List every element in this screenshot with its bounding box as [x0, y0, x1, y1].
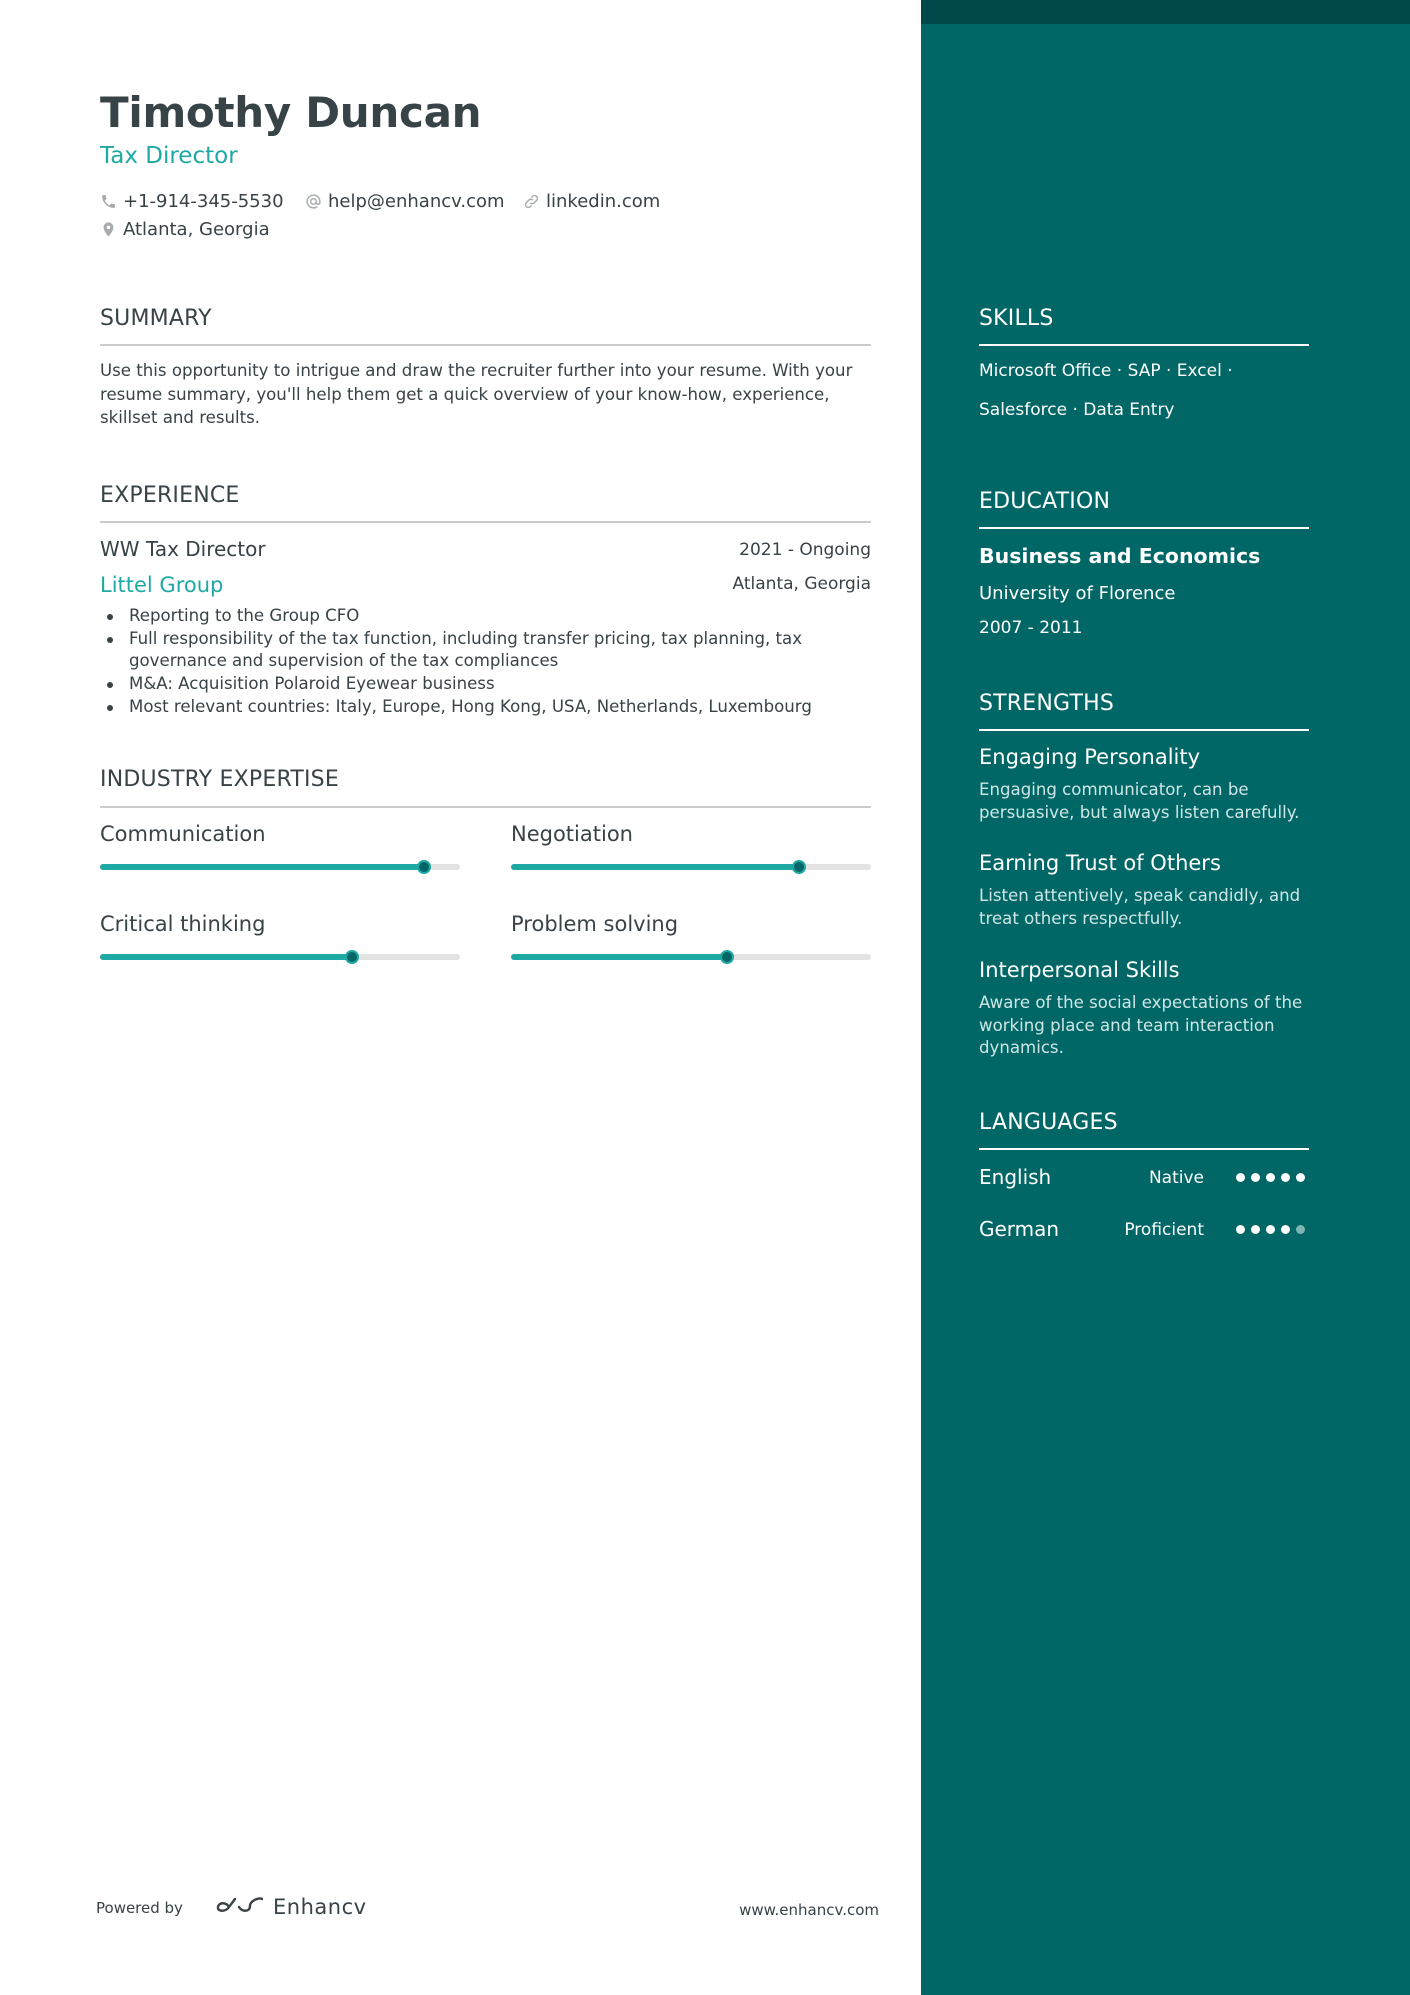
- expertise-bar: [511, 954, 871, 960]
- expertise-label: Communication: [100, 822, 266, 846]
- strength-title: Earning Trust of Others: [979, 851, 1221, 875]
- expertise-bar: [511, 864, 871, 870]
- expertise-bar-knob: [720, 950, 734, 964]
- footer-brand-logo[interactable]: [215, 1895, 367, 1919]
- job-dates: 2021 - Ongoing: [739, 540, 871, 560]
- job-title: WW Tax Director: [100, 537, 266, 561]
- education-heading: EDUCATION: [979, 489, 1111, 514]
- language-level: Proficient: [1124, 1220, 1204, 1240]
- strength-title: Interpersonal Skills: [979, 958, 1180, 982]
- language-dot: [1296, 1173, 1305, 1182]
- link-text: linkedin.com: [546, 191, 661, 212]
- language-dot: [1281, 1225, 1290, 1234]
- expertise-bar-knob: [417, 860, 431, 874]
- expertise-bar: [100, 864, 460, 870]
- expertise-heading: INDUSTRY EXPERTISE: [100, 767, 339, 792]
- sidebar-top-strip: [921, 0, 1410, 24]
- strengths-divider: [979, 729, 1309, 731]
- language-dot: [1281, 1173, 1290, 1182]
- contact-email[interactable]: [305, 191, 505, 212]
- expertise-bar: [100, 954, 460, 960]
- education-years: 2007 - 2011: [979, 618, 1083, 638]
- skills-heading: SKILLS: [979, 306, 1054, 331]
- contact-location: [100, 219, 270, 240]
- language-dot: [1236, 1173, 1245, 1182]
- skills-divider: [979, 344, 1309, 346]
- language-dot: [1236, 1225, 1245, 1234]
- language-dots: [1236, 1173, 1305, 1182]
- email-text: help@enhancv.com: [328, 191, 505, 212]
- summary-text: Use this opportunity to intrigue and draw the recruiter further into your resume. With your resume summary, you'll help them get a quick overview of your know-how, experience, skillset and results.: [100, 361, 853, 427]
- education-degree: Business and Economics: [979, 544, 1261, 568]
- strength-desc: Listen attentively, speak candidly, and treat others respectfully.: [979, 886, 1301, 928]
- enhancv-infinity-icon: [215, 1895, 263, 1919]
- summary-divider: [100, 344, 871, 346]
- strength-title: Engaging Personality: [979, 745, 1201, 769]
- strength-desc: Engaging communicator, can be persuasive, but always listen carefully.: [979, 780, 1300, 822]
- phone-text: +1-914-345-5530: [123, 191, 284, 212]
- footer-powered-by: Powered by: [96, 1899, 183, 1917]
- language-dot: [1266, 1225, 1275, 1234]
- language-level: Native: [1148, 1168, 1204, 1188]
- footer-brand-name: Enhancv: [273, 1895, 367, 1919]
- language-dots: [1236, 1225, 1305, 1234]
- language-dot: [1251, 1225, 1260, 1234]
- expertise-bar-fill: [100, 954, 352, 960]
- summary-heading: SUMMARY: [100, 306, 212, 331]
- language-name: German: [979, 1217, 1060, 1241]
- language-dot: [1266, 1173, 1275, 1182]
- experience-heading: EXPERIENCE: [100, 483, 240, 508]
- candidate-title: Tax Director: [100, 143, 238, 169]
- location-pin-icon: [100, 221, 117, 238]
- expertise-bar-fill: [511, 864, 799, 870]
- education-school: University of Florence: [979, 583, 1176, 604]
- phone-icon: [100, 193, 117, 210]
- contact-phone[interactable]: [100, 191, 284, 212]
- job-bullet: Full responsibility of the tax function, including transfer pricing, tax planning, tax governance and supervision of the tax compliances: [100, 628, 880, 673]
- strengths-heading: STRENGTHS: [979, 691, 1115, 716]
- job-location: Atlanta, Georgia: [732, 574, 871, 594]
- job-bullet: Most relevant countries: Italy, Europe, Hong Kong, USA, Netherlands, Luxembourg: [100, 696, 880, 719]
- job-bullet: Reporting to the Group CFO: [100, 605, 880, 628]
- expertise-label: Problem solving: [511, 912, 679, 936]
- expertise-bar-fill: [511, 954, 727, 960]
- at-icon: [305, 193, 322, 210]
- footer-url[interactable]: www.enhancv.com: [739, 1901, 879, 1919]
- location-text: Atlanta, Georgia: [123, 219, 270, 240]
- language-dot: [1251, 1173, 1260, 1182]
- job-bullet: M&A: Acquisition Polaroid Eyewear business: [100, 673, 880, 696]
- languages-divider: [979, 1148, 1309, 1150]
- job-company[interactable]: Littel Group: [100, 573, 224, 597]
- expertise-label: Critical thinking: [100, 912, 266, 936]
- expertise-bar-fill: [100, 864, 424, 870]
- job-bullets: [100, 605, 880, 719]
- expertise-bar-knob: [345, 950, 359, 964]
- expertise-bar-knob: [792, 860, 806, 874]
- languages-heading: LANGUAGES: [979, 1110, 1118, 1135]
- strength-desc: Aware of the social expectations of the working place and team interaction dynamics.: [979, 993, 1303, 1058]
- candidate-name: Timothy Duncan: [100, 88, 482, 137]
- contact-link[interactable]: [523, 191, 660, 212]
- link-icon: [523, 193, 540, 210]
- experience-divider: [100, 521, 871, 523]
- education-divider: [979, 527, 1309, 529]
- skills-line: Microsoft Office · SAP · Excel ·: [979, 361, 1233, 381]
- language-name: English: [979, 1165, 1052, 1189]
- language-dot: [1296, 1225, 1305, 1234]
- skills-line: Salesforce · Data Entry: [979, 400, 1175, 420]
- expertise-label: Negotiation: [511, 822, 633, 846]
- expertise-divider: [100, 806, 871, 808]
